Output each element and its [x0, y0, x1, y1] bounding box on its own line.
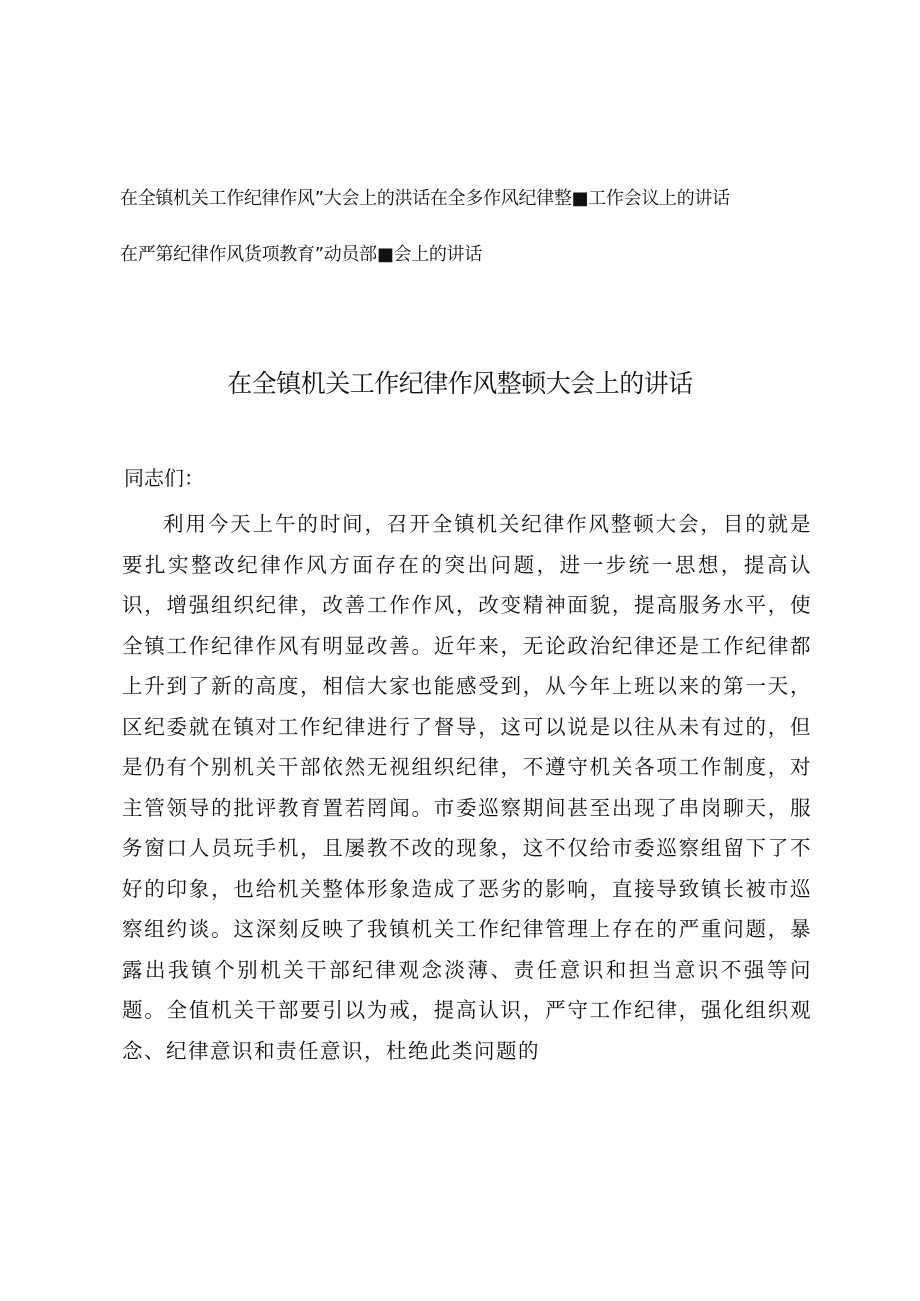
related-title-2: 在严第纪律作风货项教育”动员部■会上的讲话: [120, 244, 483, 265]
related-title-1: 在全镇机关工作纪律作风”大会上的洪话在全多作风纪律整■工作会议上的讲话: [120, 188, 730, 209]
related-titles-list: [120, 184, 820, 270]
body-paragraph: 利用今天上午的时间，召开全镇机关纪律作风整顿大会，目的就是要扎实整改纪律作风方面存在的突出问题，进一步统一思想，提高认识，增强组织纪律，改善工作作风，改变精神面貌，提高服务水平，使全镇工作纪律作风有明显改善。近年来，无论政治纪律还是工作纪律都上升到了新的高度，相信大家也能感受到，从今年上班以来的第一天，区纪委就在镇对工作纪律进行了督导，这可以说是以往从未有过的，但是仍有个别机关干部依然无视组织纪律，不遵守机关各项工作制度，对主管领导的批评教育置若罔闻。市委巡察期间甚至出现了串岗聊天，服务窗口人员玩手机，且屡教不改的现象，这不仅给市委巡察组留下了不好的印象，也给机关整体形象造成了恶劣的影响，直接导致镇长被市巡察组约谈。这深刻反映了我镇机关工作纪律管理上存在的严重问题，暴露出我镇个别机关干部纪律观念淡薄、责任意识和担当意识不强等问题。全值机关干部要引以为戒，提高认识，严守工作纪律，强化组织观念、纪律意识和责任意识，杜绝此类问题的: [122, 512, 812, 1063]
document-title: 在全镇机关工作纪律作风整顿大会上的讲话: [227, 369, 693, 398]
salutation: 同志们：: [124, 466, 204, 490]
